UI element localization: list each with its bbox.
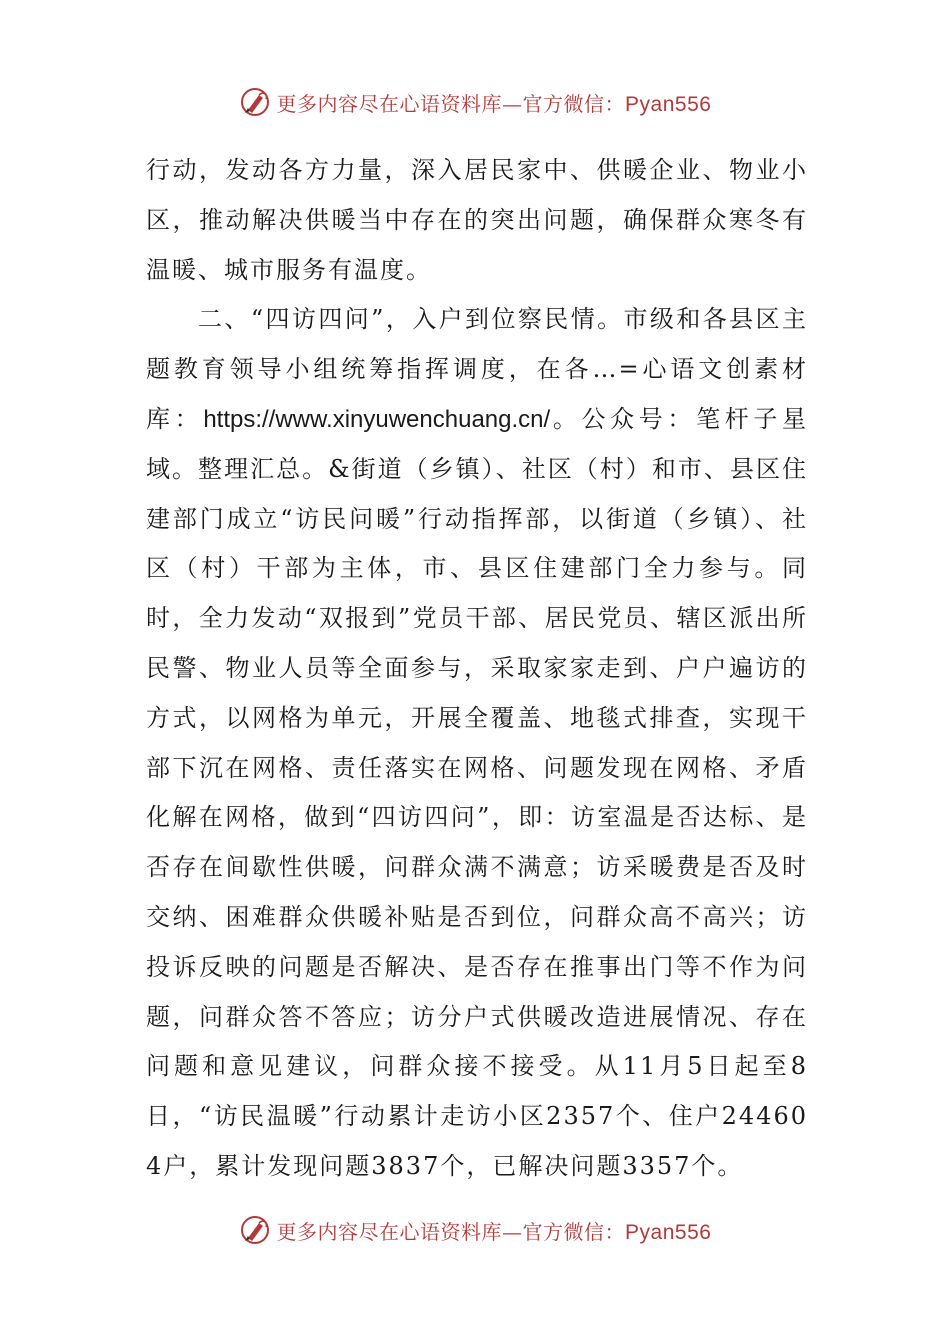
footer-watermark-label: 更多内容尽在心语资料库—官方微信： (276, 1219, 626, 1244)
pen-nib-icon (239, 1214, 271, 1246)
header-watermark-banner (0, 82, 950, 122)
header-watermark-text (277, 88, 712, 117)
paragraph-2 (146, 295, 808, 1191)
document-body (146, 146, 808, 1192)
footer-watermark-text (277, 1216, 712, 1245)
footer-watermark-banner (0, 1210, 950, 1250)
footer-wechat-id: Pyan556 (625, 1220, 712, 1244)
pen-nib-icon (239, 86, 271, 118)
header-wechat-id: Pyan556 (625, 92, 712, 116)
website-url: https://www.xinyuwenchuang.cn/ (203, 405, 551, 433)
header-watermark-label: 更多内容尽在心语资料库—官方微信： (276, 91, 626, 116)
paragraph-2-body: 。公众号：笔杆子星域。整理汇总。&街道（乡镇）、社区（村）和市、县区住建部门成立“访民问暖”行动指挥部，以街道（乡镇）、社区（村）干部为主体，市、县区住建部门全力参与。同时，全力发动“双报到”党员干部、居民党员、辖区派出所民警、物业人员等全面参与，采取家家走到、户户遍访的方式，以网格为单元，开展全覆盖、地毯式排查，实现干部下沉在网格、责任落实在网格、问题发现在网格、矛盾化解在网格，做到“四访四问”，即：访室温是否达标、是否存在间歇性供暖，问群众满不满意；访采暖费是否及时交纳、困难群众供暖补贴是否到位，问群众高不高兴；访投诉反映的问题是否解决、是否存在推事出门等不作为问题，问群众答不答应；访分户式供暖改造进展情况、存在问题和意见建议，问群众接不接受。从11月5日起至8日，“访民温暖”行动累计走访小区2357个、住户244604户，累计发现问题3837个，已解决问题3357个。 (146, 404, 809, 1180)
paragraph-2-lead: 二、“四访四问”，入户到位察民情。市级和各县区主题教育领导小组统筹指挥调度，在各…=心语文创素材库： (146, 305, 808, 433)
paragraph-1: 行动，发动各方力量，深入居民家中、供暖企业、物业小区，推动解决供暖当中存在的突出问题，确保群众寒冬有温暖、城市服务有温度。 (146, 156, 808, 284)
